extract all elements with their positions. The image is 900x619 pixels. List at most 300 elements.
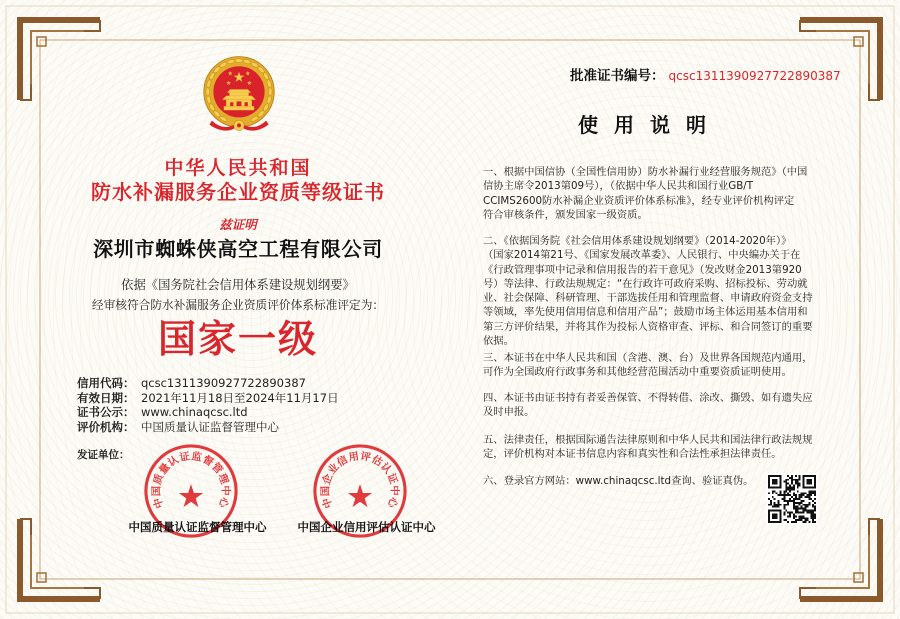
qr-module <box>805 486 807 488</box>
qr-module <box>801 492 803 494</box>
qr-module <box>774 490 776 492</box>
qr-module <box>793 488 795 490</box>
instruction-paragraph-3 <box>483 351 813 380</box>
qr-module <box>789 477 791 479</box>
instruction-paragraph-1 <box>483 165 807 222</box>
qr-module <box>801 506 803 508</box>
qr-module <box>768 519 770 521</box>
qr-module <box>787 494 789 496</box>
qr-module <box>795 498 797 500</box>
qr-module <box>778 494 780 496</box>
qr-module <box>791 475 793 477</box>
approval-number: qcsc1311390927722890387 <box>668 69 841 83</box>
qr-module <box>768 510 770 512</box>
qr-module <box>785 485 787 487</box>
qr-module <box>776 504 778 506</box>
instruction-paragraph-2 <box>483 234 813 348</box>
qr-module <box>797 486 799 488</box>
instruction-paragraph-6 <box>483 474 753 488</box>
qr-module <box>791 483 793 485</box>
qr-module <box>770 486 772 488</box>
qr-module <box>806 486 808 488</box>
qr-module <box>774 521 776 523</box>
qr-module <box>787 504 789 506</box>
qr-module <box>793 508 795 510</box>
qr-module <box>779 486 781 488</box>
qr-module <box>783 513 785 515</box>
qr-module <box>785 504 787 506</box>
qr-module <box>799 517 801 519</box>
star-icon <box>179 484 203 507</box>
official-seal-2 <box>311 442 409 540</box>
qr-module <box>797 510 799 512</box>
qr-module <box>774 515 776 517</box>
qr-module <box>789 498 791 500</box>
qr-module <box>785 481 787 483</box>
qr-module <box>768 477 770 479</box>
qr-module <box>803 475 805 477</box>
qr-module <box>806 496 808 498</box>
qr-module <box>808 498 810 500</box>
approval-number-row <box>570 66 841 85</box>
qr-module <box>795 512 797 514</box>
qr-module <box>814 521 816 523</box>
gate-icon <box>222 89 256 110</box>
qr-module <box>793 502 795 504</box>
qr-module <box>797 479 799 481</box>
qr-module <box>801 515 803 517</box>
qr-module <box>806 506 808 508</box>
qr-module <box>768 498 770 500</box>
detail-value: qcsc1311390927722890387 <box>141 376 306 390</box>
qr-module <box>799 479 801 481</box>
qr-module <box>806 512 808 514</box>
qr-module <box>776 513 778 515</box>
qr-module <box>783 496 785 498</box>
qr-module <box>812 510 814 512</box>
qr-module <box>785 500 787 502</box>
qr-module <box>814 506 816 508</box>
qr-module <box>793 515 795 517</box>
qr-module <box>814 510 816 512</box>
qr-module <box>768 521 770 523</box>
qr-module <box>779 519 781 521</box>
corner-ornament <box>800 20 880 100</box>
evaluation-line: 经审核符合防水补漏服务企业资质评价体系标准评定为： <box>91 298 385 312</box>
qr-module <box>772 517 774 519</box>
qr-module <box>795 515 797 517</box>
qr-module <box>772 483 774 485</box>
paragraph-line: （国家2014第21号、《国家发展改革委》、人民银行、中央编办关于在 <box>483 249 801 262</box>
qr-module <box>814 481 816 483</box>
qr-module <box>799 496 801 498</box>
qr-module <box>791 481 793 483</box>
qr-module <box>808 512 810 514</box>
qr-module <box>772 486 774 488</box>
qr-module <box>799 512 801 514</box>
qr-module <box>799 515 801 517</box>
qr-module <box>787 483 789 485</box>
national-emblem-icon <box>199 55 279 135</box>
qr-module <box>795 510 797 512</box>
seal-ring-text: 中国企业信用评估认证中心 <box>319 450 401 510</box>
qr-module <box>793 517 795 519</box>
qr-module <box>785 519 787 521</box>
qr-module <box>770 521 772 523</box>
qr-module <box>783 512 785 514</box>
instructions-heading: 使用说明 <box>578 113 722 137</box>
qr-module <box>768 486 770 488</box>
qr-module <box>803 515 805 517</box>
qualification-grade: 国家一级 <box>157 316 318 361</box>
qr-module <box>779 504 781 506</box>
qr-module <box>791 486 793 488</box>
qr-module <box>779 521 781 523</box>
qr-module <box>783 481 785 483</box>
qr-module <box>803 477 805 479</box>
qr-module <box>789 485 791 487</box>
qr-module <box>787 502 789 504</box>
corner-ornament <box>20 20 100 100</box>
qr-module <box>803 481 805 483</box>
detail-label: 有效日期： <box>77 390 135 405</box>
qr-module <box>805 492 807 494</box>
detail-validity <box>77 391 339 406</box>
qr-module <box>799 477 801 479</box>
paragraph-line: 等领域，率先使用信用信息和信用产品”；鼓励市场主体运用基本信用和 <box>483 306 808 319</box>
detail-evaluator <box>77 420 339 435</box>
qr-module <box>795 481 797 483</box>
qr-module <box>785 479 787 481</box>
qr-module <box>774 517 776 519</box>
qr-module <box>793 506 795 508</box>
paragraph-line: 四、本证书由证书持有者妥善保管、不得转借、涂改、撕毁、如有遗失应 <box>483 392 813 404</box>
qr-module <box>779 477 781 479</box>
qr-module <box>779 513 781 515</box>
issuer-label: 发证单位： <box>77 449 130 461</box>
paragraph-line: 二、《依据国务院《社会信用体系建设规划纲要》（2014-2020年）》 <box>483 235 792 247</box>
qr-module <box>779 494 781 496</box>
qr-module <box>787 521 789 523</box>
qr-module <box>814 515 816 517</box>
qr-module <box>772 510 774 512</box>
qr-module <box>810 494 812 496</box>
qr-module <box>799 483 801 485</box>
paragraph-line: 三、本证书在中华人民共和国（含港、澳、台）及世界各国规范内通用， <box>483 352 813 364</box>
qr-module <box>783 498 785 500</box>
qr-module <box>810 479 812 481</box>
qr-module <box>783 508 785 510</box>
qr-module <box>768 504 770 506</box>
qr-module <box>797 502 799 504</box>
qr-module <box>805 517 807 519</box>
qr-module <box>776 517 778 519</box>
qr-module <box>783 506 785 508</box>
qr-module <box>776 510 778 512</box>
qr-module <box>805 475 807 477</box>
paragraph-line: 号）等法律、行政法规规定：“在行政许可政府采购、招标投标、劳动就 <box>483 277 808 290</box>
qr-module <box>803 517 805 519</box>
qr-module <box>812 486 814 488</box>
qr-module <box>814 498 816 500</box>
qr-module <box>806 483 808 485</box>
qr-module <box>795 508 797 510</box>
qr-module <box>810 515 812 517</box>
qr-module <box>779 517 781 519</box>
qr-module <box>781 498 783 500</box>
qr-module <box>793 521 795 523</box>
instruction-paragraph-5 <box>483 433 813 462</box>
approval-label: 批准证书编号： <box>570 68 665 84</box>
qr-module <box>799 508 801 510</box>
wheat-grain <box>206 88 210 96</box>
qr-module <box>789 513 791 515</box>
qr-module <box>774 504 776 506</box>
qr-module <box>791 500 793 502</box>
qr-module <box>808 486 810 488</box>
qr-module <box>797 508 799 510</box>
qr-module <box>772 475 774 477</box>
qr-module <box>812 475 814 477</box>
qr-module <box>793 486 795 488</box>
qr-module <box>799 475 801 477</box>
qr-module <box>803 521 805 523</box>
qr-module <box>812 513 814 515</box>
qr-module <box>806 510 808 512</box>
qr-module <box>779 479 781 481</box>
paragraph-line: 第三方评价结果，并将其作为投标人资格审查、评标、和合同签订的重要 <box>483 320 813 333</box>
qr-module <box>768 485 770 487</box>
qr-module <box>805 510 807 512</box>
qr-module <box>793 492 795 494</box>
qr-module <box>785 490 787 492</box>
paragraph-line: 信协主席令2013第09号），（依据中华人民共和国行业GB/T <box>483 180 754 193</box>
qr-module <box>785 494 787 496</box>
qr-module <box>768 475 770 477</box>
qr-module <box>808 510 810 512</box>
qr-module <box>797 483 799 485</box>
paragraph-line: 可作为全国政府行政事务和其他经营范围活动中重要资质证明使用。 <box>483 366 792 379</box>
qr-module <box>787 479 789 481</box>
detail-value: 中国质量认证监督管理中心 <box>141 419 279 434</box>
qr-module <box>774 506 776 508</box>
qr-module <box>787 488 789 490</box>
qr-module <box>776 479 778 481</box>
qr-module <box>776 515 778 517</box>
qr-module <box>801 502 803 504</box>
qr-module <box>776 521 778 523</box>
qr-module <box>778 506 780 508</box>
qr-module <box>772 481 774 483</box>
qr-module <box>778 502 780 504</box>
qr-module <box>803 500 805 502</box>
qr-module <box>778 500 780 502</box>
qr-module <box>795 521 797 523</box>
paragraph-line: CCIMS2600防水补漏企业资质评价体系标准》，经专业评价机构评定 <box>483 194 795 207</box>
qr-module <box>778 486 780 488</box>
qr-module <box>774 486 776 488</box>
qr-module <box>795 502 797 504</box>
issuer-name-2: 中国企业信用评估认证中心 <box>297 520 436 534</box>
qr-module <box>795 479 797 481</box>
qr-module <box>783 504 785 506</box>
qr-module <box>806 494 808 496</box>
qr-module <box>810 517 812 519</box>
qr-module <box>768 492 770 494</box>
qr-module <box>778 475 780 477</box>
qr-module <box>803 483 805 485</box>
qr-module <box>810 475 812 477</box>
qr-module <box>776 481 778 483</box>
qr-module <box>799 504 801 506</box>
qr-module <box>801 494 803 496</box>
qr-module <box>814 483 816 485</box>
wheat-grain <box>268 88 272 96</box>
qr-module <box>805 496 807 498</box>
qr-module <box>779 492 781 494</box>
qr-module <box>797 485 799 487</box>
qr-module <box>810 486 812 488</box>
basis-line: 依据《国务院社会信用体系建设规划纲要》 <box>121 278 355 292</box>
qr-module <box>789 512 791 514</box>
qr-module <box>812 517 814 519</box>
qr-module <box>810 483 812 485</box>
qr-module <box>787 500 789 502</box>
qr-module <box>772 506 774 508</box>
qr-module <box>814 477 816 479</box>
qr-module <box>779 481 781 483</box>
qr-module <box>799 519 801 521</box>
qr-module <box>803 512 805 514</box>
qr-module <box>776 475 778 477</box>
qr-module <box>774 498 776 500</box>
paragraph-line: 一、根据中国信协（全国性信用协）防水补漏行业经营服务规范》（中国 <box>483 166 808 178</box>
qr-module <box>810 510 812 512</box>
qr-module <box>803 510 805 512</box>
qr-module <box>772 513 774 515</box>
official-seal-1 <box>142 442 240 540</box>
qr-module <box>770 504 772 506</box>
qr-module <box>814 502 816 504</box>
qr-module <box>803 492 805 494</box>
qr-module <box>805 508 807 510</box>
qr-module <box>793 479 795 481</box>
qr-module <box>772 479 774 481</box>
qr-module <box>776 506 778 508</box>
qr-module <box>791 521 793 523</box>
qr-module <box>783 500 785 502</box>
qr-module <box>812 506 814 508</box>
qr-module <box>797 490 799 492</box>
qr-module <box>793 500 795 502</box>
qr-module <box>808 490 810 492</box>
qr-module <box>781 494 783 496</box>
qr-module <box>806 479 808 481</box>
qr-module <box>787 486 789 488</box>
qr-module <box>797 506 799 508</box>
qr-module <box>803 485 805 487</box>
qr-module <box>810 492 812 494</box>
qr-module <box>789 490 791 492</box>
instruction-paragraph-4 <box>483 391 813 420</box>
qr-module <box>812 512 814 514</box>
qr-module <box>791 488 793 490</box>
qr-module <box>803 494 805 496</box>
issuer-name-1: 中国质量认证监督管理中心 <box>128 520 267 534</box>
qr-module <box>801 517 803 519</box>
qr-module <box>789 488 791 490</box>
qr-module <box>812 521 814 523</box>
paragraph-line: 五、法律责任，根据国际通告法律原则和中华人民共和国法律行政法规规 <box>483 434 813 446</box>
qr-module <box>814 475 816 477</box>
qr-module <box>803 508 805 510</box>
detail-label: 信用代码： <box>77 376 135 390</box>
qr-module <box>783 494 785 496</box>
certificate-details <box>77 376 339 434</box>
qr-module <box>791 512 793 514</box>
qr-module <box>787 515 789 517</box>
qr-module <box>808 496 810 498</box>
qr-module <box>808 502 810 504</box>
qr-module <box>810 512 812 514</box>
qr-module <box>812 490 814 492</box>
qr-module <box>776 492 778 494</box>
qr-module <box>791 479 793 481</box>
qr-code-icon <box>766 473 818 525</box>
qr-module <box>814 479 816 481</box>
qr-module <box>789 500 791 502</box>
corner-ornament <box>800 519 880 599</box>
qr-module <box>799 502 801 504</box>
paragraph-line: 定，评价机构对本证书信息内容和真实性和合法性承担法律责任。 <box>483 448 782 461</box>
qr-module <box>768 517 770 519</box>
qr-module <box>810 513 812 515</box>
qr-module <box>768 515 770 517</box>
qr-module <box>793 494 795 496</box>
qr-module <box>797 512 799 514</box>
paragraph-line: 及时申报。 <box>483 406 535 419</box>
detail-value: www.chinaqcsc.ltd <box>141 405 248 419</box>
qr-module <box>805 521 807 523</box>
qr-module <box>770 500 772 502</box>
paragraph-line: 《行政管理事项中记录和信用报告的若干意见》（发改财金2013第920 <box>483 263 802 276</box>
qr-module <box>768 481 770 483</box>
certificate-title-country: 中华人民共和国 <box>164 157 312 179</box>
qr-module <box>795 506 797 508</box>
qr-module <box>808 475 810 477</box>
qr-module <box>789 515 791 517</box>
paragraph-line: 依据。 <box>483 335 514 348</box>
qr-module <box>774 475 776 477</box>
qr-module <box>814 494 816 496</box>
qr-module <box>787 475 789 477</box>
qr-module <box>776 483 778 485</box>
qr-module <box>793 513 795 515</box>
qr-module <box>779 510 781 512</box>
qr-module <box>805 504 807 506</box>
qr-module <box>783 490 785 492</box>
qr-module <box>812 515 814 517</box>
qr-module <box>774 481 776 483</box>
qr-module <box>791 496 793 498</box>
wheat-grain <box>235 59 243 63</box>
qr-module <box>810 490 812 492</box>
qr-module <box>803 504 805 506</box>
qr-module <box>785 483 787 485</box>
qr-module <box>795 494 797 496</box>
qr-module <box>779 515 781 517</box>
qr-module <box>768 513 770 515</box>
